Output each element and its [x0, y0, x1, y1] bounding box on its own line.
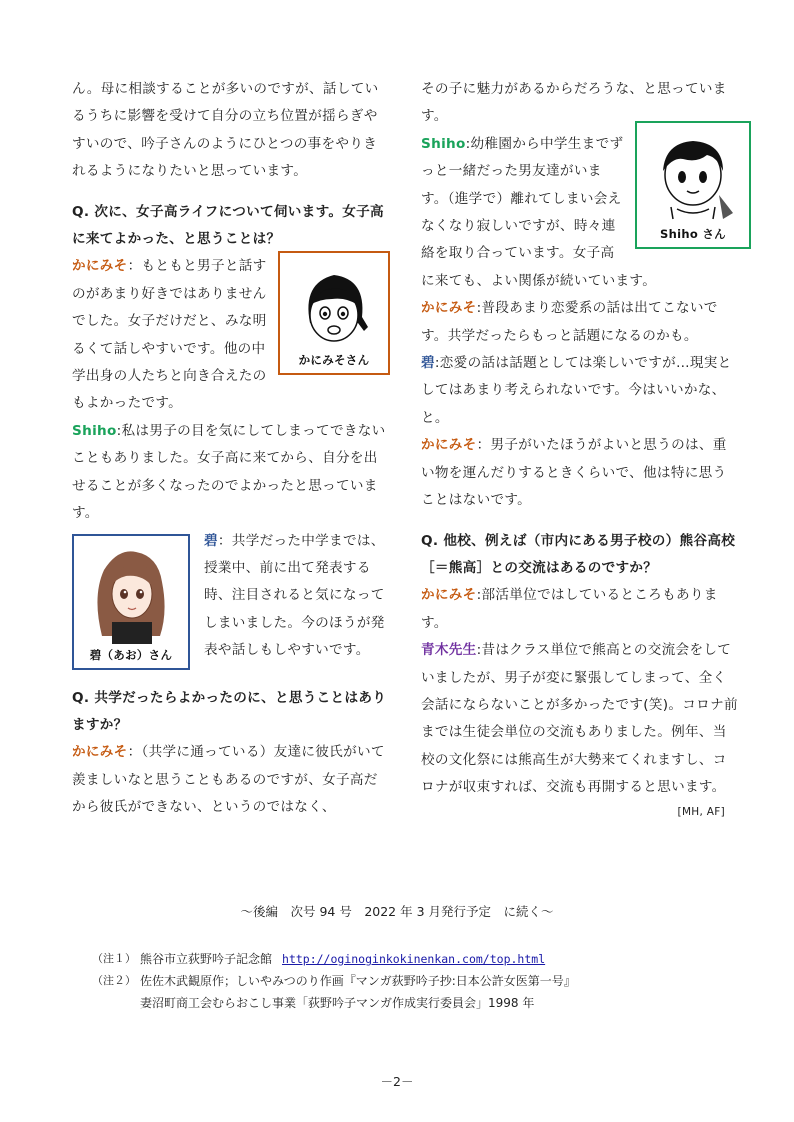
footnote-label: （注１） — [92, 952, 136, 965]
answer-kanimiso-3 — [421, 295, 739, 350]
ao-illustration — [74, 536, 188, 644]
question-2: Q. 共学だったらよかったのに、と思うことはありますか？ — [72, 689, 387, 733]
footnote-2-continued — [92, 992, 732, 1014]
footnote-text: 佐佐木武観原作；しいやみつのり作画『マンガ荻野吟子抄:日本公許女医第一号』 — [140, 974, 576, 988]
speaker-kanimiso: かにみそ — [421, 300, 477, 317]
speaker-kanimiso: かにみそ — [421, 587, 477, 604]
kanimiso-caption: かにみそさん — [298, 353, 370, 368]
answer-text: ：共学だった中学までは、授業中、前に出て発表する時、注目されると気になってしまいました。今のほうが発表や話しもしやすいです。 — [204, 532, 385, 659]
answer-kanimiso-5 — [421, 582, 739, 637]
answer-text: ：（共学に通っている）友達に彼氏がいて羨ましいなと思うこともあるのですが、女子高だから彼氏ができない、というのではなく、 — [72, 744, 385, 816]
answer-text: :普段あまり恋愛系の話は出てこないです。共学だったらもっと話題になるのかも。 — [421, 300, 718, 344]
speaker-ao: 碧 — [421, 355, 435, 372]
answer-ao-2 — [421, 350, 739, 432]
shiho-caption: Shiho さん — [660, 226, 726, 241]
footnote-label: （注２） — [92, 974, 136, 987]
question-1: Q. 次に、女子高ライフについて伺います。女子高に来てよかった、と思うことは？ — [72, 203, 384, 248]
speaker-kanimiso: かにみそ — [72, 744, 128, 761]
speaker-shiho: Shiho — [421, 135, 466, 152]
speaker-shiho: Shiho — [72, 422, 117, 439]
speaker-kanimiso: かにみそ — [72, 258, 128, 275]
question-3: Q. 他校、例えば（市内にある男子校の）熊谷高校［＝熊高］との交流はあるのですか？ — [421, 532, 736, 576]
answer-text: :恋愛の話は話題としては楽しいですが…現実としてはあまり考えられないです。今はいいかな、と。 — [421, 355, 732, 426]
answer-text: ：もともと男子と話すのがあまり好きではありませんでした。女子だけだと、みな明るくて話しやすいです。他の中学出身の人たちと向き合えたのもよかったです。 — [72, 258, 267, 412]
intro-paragraph: ん。母に相談することが多いのですが、話しているうちに影響を受けて自分の立ち位置が揺らぎやすいので、吟子さんのようにひとつの事をやりきれるようになりたいと思っています。 — [72, 81, 379, 180]
continued-paragraph: その子に魅力があるからだろうな、と思っています。 — [421, 81, 727, 125]
left-column — [72, 76, 390, 822]
page-number: －2－ — [380, 1074, 414, 1089]
footnote-text: 妻沼町商工会むらおこし事業「荻野吟子マンガ作成実行委員会」1998 年 — [140, 996, 535, 1010]
continuation-notice: ～後編 次号 94 号 2022 年 3 月発行予定 に続く～ — [240, 904, 554, 919]
footnote-text: 熊谷市立荻野吟子記念館 — [140, 952, 273, 966]
answer-kanimiso-4 — [421, 432, 739, 514]
speaker-kanimiso: かにみそ — [421, 437, 477, 454]
speaker-ao: 碧 — [204, 532, 218, 549]
kanimiso-illustration — [280, 253, 388, 351]
ao-portrait — [72, 534, 190, 670]
kanimiso-portrait — [278, 251, 390, 375]
answer-aoki-1 — [421, 637, 739, 801]
shiho-illustration — [637, 123, 749, 223]
footnote-link[interactable]: http://oginoginkokinenkan.com/top.html — [282, 952, 546, 966]
shiho-portrait — [635, 121, 751, 249]
speaker-aoki: 青木先生 — [421, 642, 477, 659]
footnote-2 — [92, 970, 732, 992]
ao-caption: 碧（あお）さん — [89, 647, 173, 662]
answer-text: :部活単位ではしているところもあります。 — [421, 587, 718, 631]
answer-text: :幼稚園から中学生までずっと一緒だった男友達がいます。（進学で）離れてしまい会えなくなり寂しいですが、時々連絡を取り合っています。女子高に来ても、よい関係が続いています。 — [421, 135, 657, 289]
answer-text: :私は男子の目を気にしてしまってできないこともありました。女子高に来てから、自分を出せることが多くなったのでよかったと思っています。 — [72, 422, 386, 522]
footnote-1 — [92, 948, 732, 970]
answer-kanimiso-2 — [72, 739, 390, 821]
author-signature: [MH, AF] — [677, 805, 725, 818]
right-column — [421, 76, 739, 820]
answer-text: :昔はクラス単位で熊高との交流会をしていましたが、男子が変に緊張してしまって、全く会話にならないことが多かったです(笑)。コロナ前までは生徒会単位の交流もありました。例年、当校の文化祭には熊高生が大勢来てくれますし、コロナが収束すれば、交流も再開すると思います。 — [421, 642, 738, 796]
footnotes — [92, 948, 732, 1014]
answer-shiho-1 — [72, 418, 390, 528]
answer-text: ：男子がいたほうがよいと思うのは、重い物を運んだりするときくらいで、他は特に思うことはないです。 — [421, 437, 727, 509]
